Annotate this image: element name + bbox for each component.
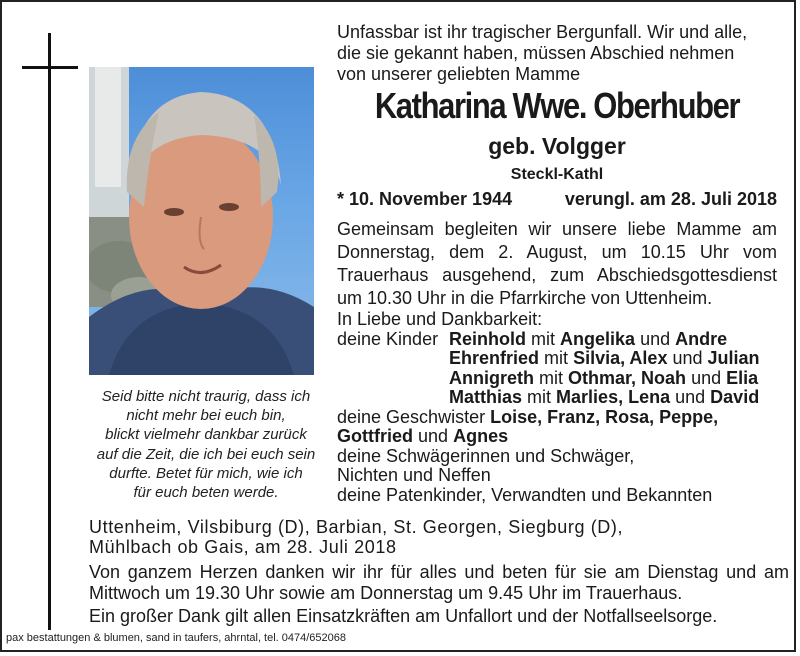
conjunction: mit	[539, 367, 564, 388]
intro-text	[337, 22, 777, 85]
family-names: Andre	[675, 328, 728, 349]
mourners-list	[337, 310, 787, 505]
child-entry	[337, 388, 787, 408]
deceased-name: Katharina Wwe. Oberhuber	[374, 85, 740, 126]
prayer-times: Von ganzem Herzen danken wir ihr für alles und beten für sie am Dienstag und am Mittwoch um 19.30 Uhr sowie am Donnerstag um 9.45 Uhr im Trauerhaus.	[89, 562, 789, 603]
intro-line: Unfassbar ist ihr tragischer Bergunfall. Wir und alle,	[337, 22, 748, 42]
children-row	[337, 330, 787, 350]
sibling-names: Gottfried	[337, 426, 413, 446]
places-line: Mühlbach ob Gais, am 28. Juli 2018	[89, 537, 397, 557]
family-names: David	[710, 387, 760, 407]
family-names: Julian	[707, 348, 760, 368]
quote-line: blickt vielmehr dankbar zurück	[105, 426, 307, 444]
sibling-names: Loise, Franz, Rosa, Peppe,	[490, 406, 719, 427]
conjunction: und	[675, 387, 706, 407]
child-entry	[449, 330, 727, 350]
conjunction: mit	[544, 348, 569, 368]
cross-icon-bar	[22, 66, 78, 69]
family-names: Elia	[726, 367, 759, 388]
sibling-names: Agnes	[453, 426, 509, 446]
family-names: Angelika	[560, 328, 636, 349]
mourners-heading: In Liebe und Dankbarkeit:	[337, 309, 543, 329]
birth-date: * 10. November 1944	[337, 189, 513, 209]
maiden-name: geb. Volgger	[488, 133, 626, 159]
child-name: Ehrenfried	[449, 348, 540, 368]
child-name: Annigreth	[449, 367, 534, 388]
child-entry	[337, 369, 787, 389]
quote-line: durfte. Betet für mich, wie ich	[109, 464, 303, 482]
conjunction: und	[691, 367, 722, 388]
places-line: Uttenheim, Vilsbiburg (D), Barbian, St. Georgen, Siegburg (D),	[89, 517, 624, 537]
funeral-details: Gemeinsam begleiten wir unsere liebe Mamme am Donnerstag, dem 2. August, um 10.15 Uhr vom Trauerhaus ausgehend, zum Abschiedsgottesdienst um 10.30 Uhr in die Pfarrkirche von Uttenheim.	[337, 219, 777, 308]
family-names: Marlies, Lena	[556, 387, 671, 407]
godchildren: deine Patenkinder, Verwandten und Bekannten	[337, 484, 713, 505]
cross-icon	[48, 33, 51, 630]
quote-line: Seid bitte nicht traurig, dass ich	[101, 388, 311, 405]
siblings-row	[337, 408, 787, 428]
family-names: Othmar, Noah	[568, 367, 687, 388]
siblings-row	[337, 427, 787, 447]
death-date: verungl. am 28. Juli 2018	[564, 189, 777, 209]
children-prefix: deine Kinder	[337, 328, 439, 349]
child-name: Reinhold	[449, 328, 526, 349]
intro-line: die sie gekannt haben, müssen Abschied nehmen	[337, 43, 735, 63]
memorial-quote	[82, 387, 330, 502]
quote-line: für euch beten werde.	[133, 484, 279, 502]
nieces-nephews: Nichten und Neffen	[337, 465, 491, 485]
conjunction: mit	[527, 387, 552, 407]
family-names: Silvia, Alex	[573, 348, 668, 368]
child-name: Matthias	[449, 387, 523, 407]
child-entry	[337, 349, 787, 369]
conjunction: und	[418, 426, 449, 446]
intro-line: von unserer geliebten Mamme	[337, 64, 581, 84]
quote-line: nicht mehr bei euch bin,	[126, 407, 286, 425]
conjunction: und	[640, 328, 671, 349]
quote-line: auf die Zeit, die ich bei euch sein	[96, 445, 316, 463]
conjunction: und	[672, 348, 703, 368]
portrait-photo	[89, 67, 314, 375]
nickname: Steckl-Kathl	[510, 166, 604, 183]
siblings-prefix: deine Geschwister	[337, 406, 486, 427]
in-laws: deine Schwägerinnen und Schwäger,	[337, 445, 635, 466]
conjunction: mit	[531, 328, 556, 349]
undertaker-footer: pax bestattungen & blumen, sand in taufers, ahrntal, tel. 0474/652068	[6, 632, 347, 644]
places-and-date	[89, 517, 789, 557]
acknowledgement: Ein großer Dank gilt allen Einsatzkräften am Unfallort und der Notfallseelsorge.	[89, 606, 718, 626]
